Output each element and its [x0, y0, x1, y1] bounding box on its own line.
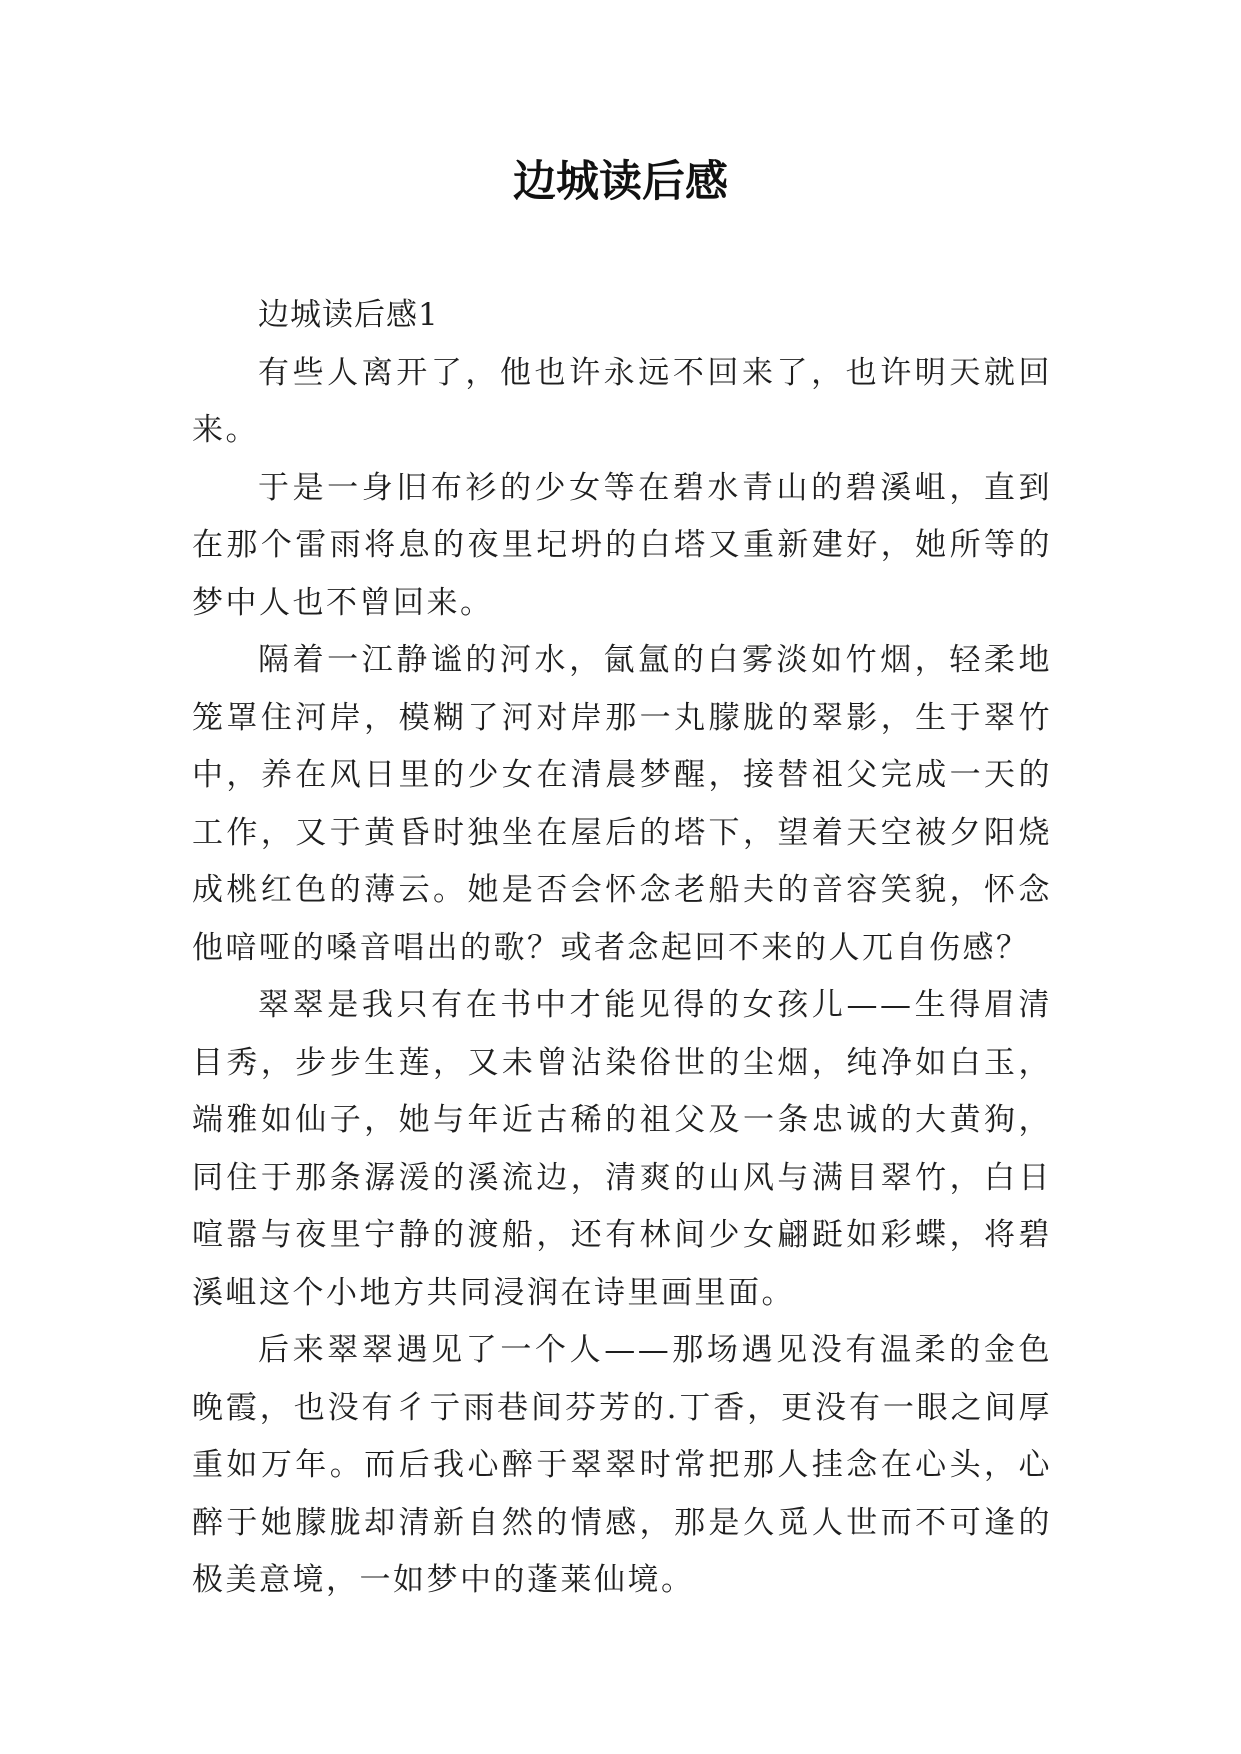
paragraph: 有些人离开了，他也许永远不回来了，也许明天就回来。	[192, 354, 1052, 448]
section-heading: 边城读后感1	[258, 297, 439, 333]
paragraph: 翠翠是我只有在书中才能见得的女孩儿——生得眉清目秀，步步生莲，又未曾沾染俗世的尘烟，纯净如白玉，端雅如仙子，她与年近古稀的祖父及一条忠诚的大黄狗，同住于那条潺湲的溪流边，清爽的山风与满目翠竹，白日喧嚣与夜里宁静的渡船，还有林间少女翩跹如彩蝶，将碧溪岨这个小地方共同浸润在诗里画里面。	[192, 987, 1052, 1311]
document-body	[192, 287, 1052, 1610]
paragraph: 隔着一江静谧的河水，氤氲的白雾淡如竹烟，轻柔地笼罩住河岸，模糊了河对岸那一丸朦胧的翠影，生于翠竹中，养在风日里的少女在清晨梦醒，接替祖父完成一天的工作，又于黄昏时独坐在屋后的塔下，望着天空被夕阳烧成桃红色的薄云。她是否会怀念老船夫的音容笑貌，怀念他喑哑的嗓音唱出的歌？或者念起回不来的人兀自伤感？	[192, 642, 1052, 966]
document-title: 边城读后感	[513, 157, 728, 207]
paragraph: 后来翠翠遇见了一个人——那场遇见没有温柔的金色晚霞，也没有彳亍雨巷间芬芳的.丁香，更没有一眼之间厚重如万年。而后我心醉于翠翠时常把那人挂念在心头，心醉于她朦胧却清新自然的情感，那是久觅人世而不可逢的极美意境，一如梦中的蓬莱仙境。	[192, 1332, 1052, 1598]
paragraph: 于是一身旧布衫的少女等在碧水青山的碧溪岨，直到在那个雷雨将息的夜里圮坍的白塔又重新建好，她所等的梦中人也不曾回来。	[192, 469, 1052, 621]
